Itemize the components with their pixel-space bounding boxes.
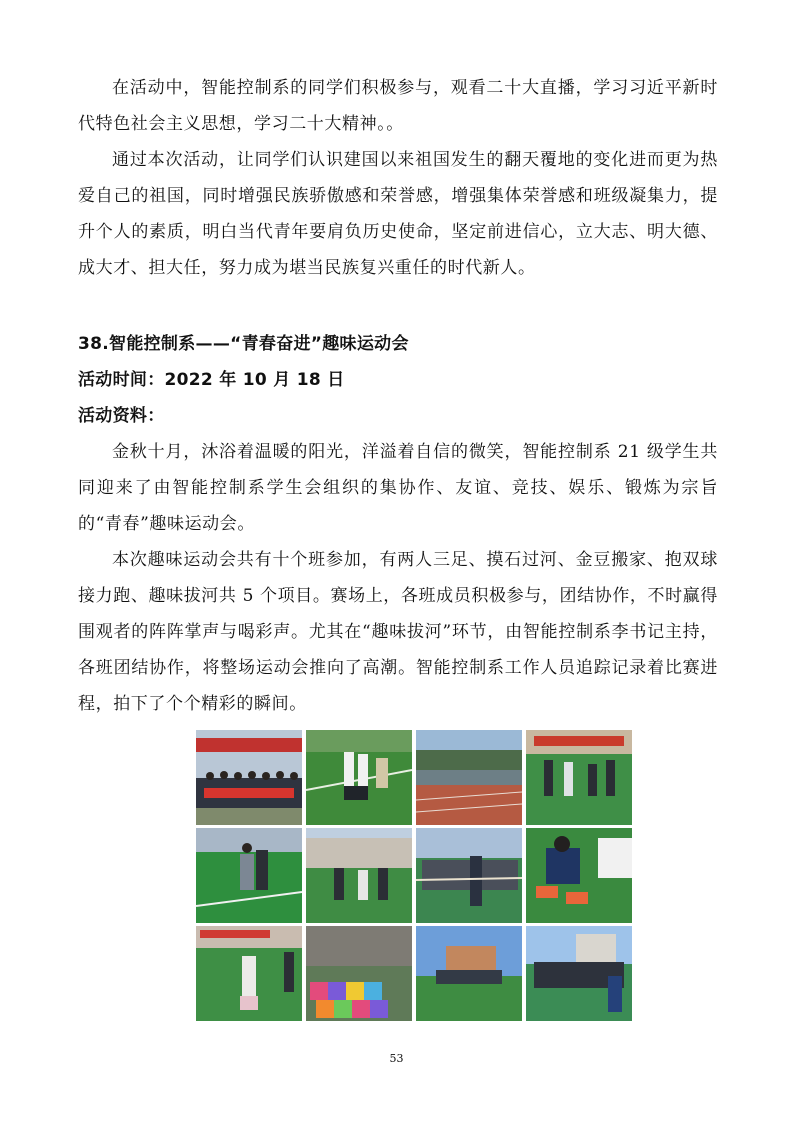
photo-tug-of-war — [526, 926, 632, 1021]
photo-three-legged-race — [306, 730, 412, 825]
paragraph-summary: 通过本次活动，让同学们认识建国以来祖国发生的翻天覆地的变化进而更为热爱自己的祖国，同时增强民族骄傲感和荣誉感，增强集体荣誉感和班级凝集力，提升个人的素质，明白当代青年要肩负历史使命，坚定前进信心，立大志、明大德、成大才、担大任，努力成为堪当民族复兴重任的时代新人。 — [78, 150, 718, 278]
photo-campus-game — [306, 828, 412, 923]
photo-group-banner — [196, 730, 302, 825]
photo-bag-jump — [196, 926, 302, 1021]
paragraph-details: 本次趣味运动会共有十个班参加，有两人三足、摸石过河、金豆搬家、抱双球接力跑、趣味拔河共 5 个项目。赛场上，各班成员积极参与，团结协作，不时赢得围观者的阵阵掌声与喝彩声。尤其在“趣味拔河”环节，由智能控制系李书记主持，各班团结协作，将整场运动会推向了高潮。智能控制系工作人员追踪记录着比赛进程，拍下了个个精彩的瞬间。 — [78, 550, 718, 714]
paragraph-participation: 在活动中，智能控制系的同学们积极参与，观看二十大直播，学习习近平新时代特色社会主义思想，学习二十大精神。。 — [78, 78, 718, 134]
activity-material-label: 活动资料： — [78, 406, 165, 426]
photo-bean-carrying — [526, 730, 632, 825]
section-title: 38.智能控制系——“青春奋进”趣味运动会 — [78, 334, 409, 354]
photo-track-field — [416, 730, 522, 825]
photo-field-buildings — [416, 926, 522, 1021]
activity-time: 活动时间：2022 年 10 月 18 日 — [78, 370, 345, 390]
photo-tug-of-war-crowd — [416, 828, 522, 923]
paragraph-intro: 金秋十月，沐浴着温暖的阳光，洋溢着自信的微笑，智能控制系 21 级学生共同迎来了由智能控制系学生会组织的集协作、友谊、竞技、娱乐、锻炼为宗旨的“青春”趣味运动会。 — [78, 442, 718, 534]
photo-grid — [196, 730, 633, 1022]
photo-relay-run — [196, 828, 302, 923]
photo-stone-crossing — [526, 828, 632, 923]
page-number: 53 — [389, 1052, 404, 1065]
photo-colorful-mats — [306, 926, 412, 1021]
